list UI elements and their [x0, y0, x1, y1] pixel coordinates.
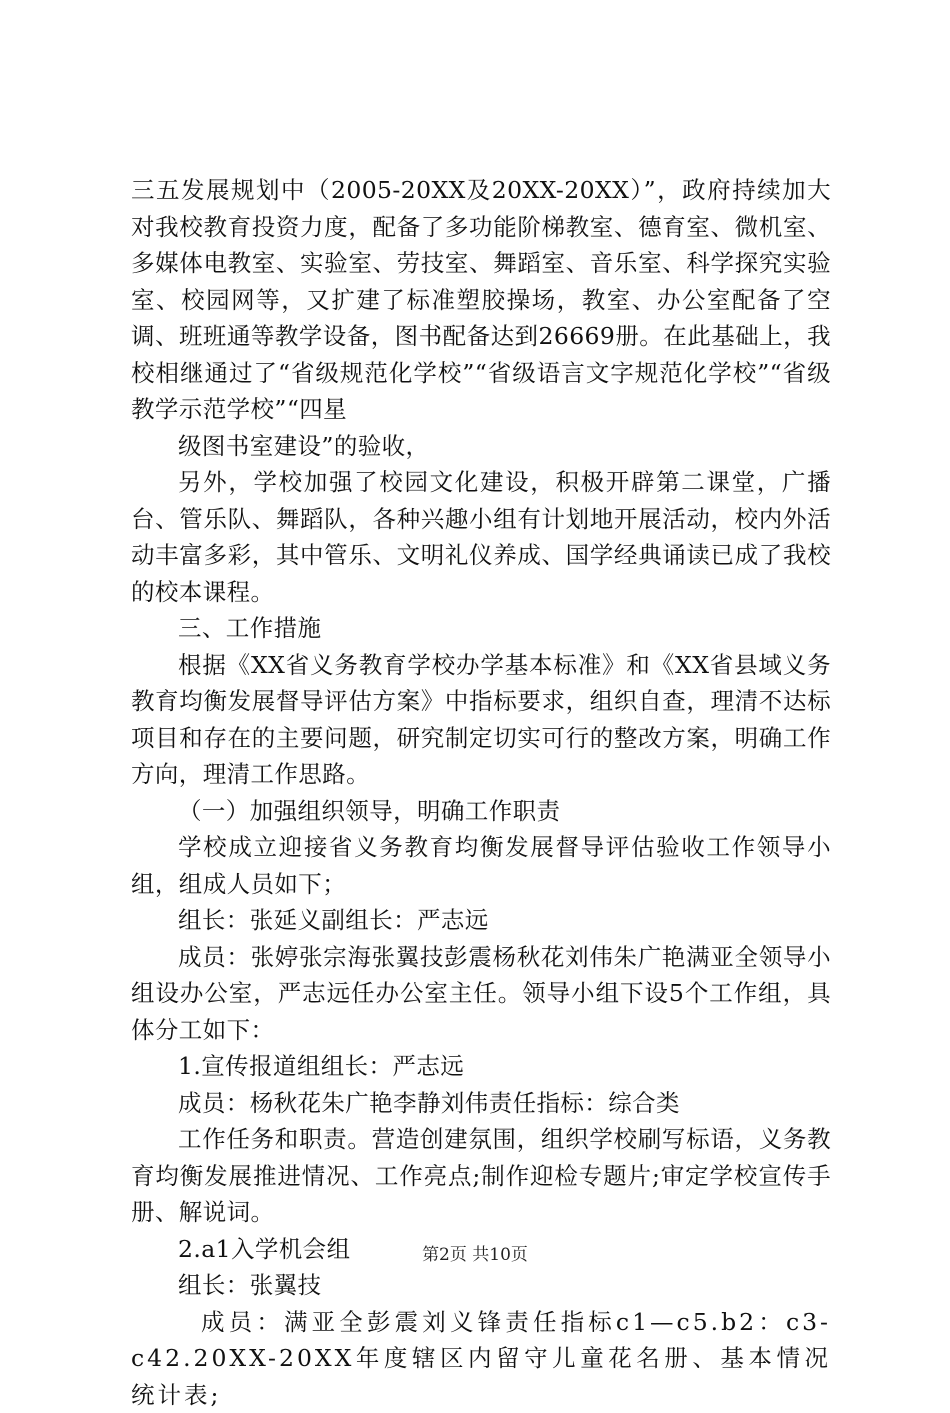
paragraph-enrollment-leader: 组长：张翼技: [131, 1267, 831, 1304]
subheading-organization: （一）加强组织领导，明确工作职责: [131, 793, 831, 830]
paragraph-publicity-members: 成员：杨秋花朱广艳李静刘伟责任指标：综合类: [131, 1085, 831, 1122]
paragraph-development-plan: 三五发展规划中（2005-20XX及20XX-20XX）”，政府持续加大对我校教育投资力度，配备了多功能阶梯教室、德育室、微机室、多媒体电教室、实验室、劳技室、舞蹈室、音乐室、科学探究实验室、校园网等，又扩建了标准塑胶操场，教室、办公室配备了空调、班班通等教学设备，图书配备达到26669册。在此基础上，我校相继通过了“省级规范化学校”“省级语言文字规范化学校”“省级教学示范学校”“四星: [131, 172, 831, 428]
paragraph-members: 成员：张婷张宗海张翼技彭震杨秋花刘伟朱广艳满亚全领导小组设办公室，严志远任办公室主任。领导小组下设5个工作组，具体分工如下：: [131, 939, 831, 1049]
paragraph-enrollment-group: 2.a1入学机会组: [131, 1231, 831, 1268]
page-footer: 第2页 共10页: [0, 1240, 950, 1265]
paragraph-library-acceptance: 级图书室建设”的验收，: [131, 428, 831, 465]
paragraph-publicity-group: 1.宣传报道组组长：严志远: [131, 1048, 831, 1085]
paragraph-group-leaders: 组长：张延义副组长：严志远: [131, 902, 831, 939]
paragraph-leadership-group: 学校成立迎接省义务教育均衡发展督导评估验收工作领导小组，组成人员如下；: [131, 829, 831, 902]
paragraph-standards: 根据《XX省义务教育学校办学基本标准》和《XX省县域义务教育均衡发展督导评估方案》中指标要求，组织自查，理清不达标项目和存在的主要问题，研究制定切实可行的整改方案，明确工作方向，理清工作思路。: [131, 647, 831, 793]
document-body: [131, 172, 831, 1413]
paragraph-enrollment-members: 成员：满亚全彭震刘义锋责任指标c1—c5.b2：c3-c42.20XX-20XX年度辖区内留守儿童花名册、基本情况统计表;: [131, 1304, 831, 1413]
paragraph-publicity-duties: 工作任务和职责。营造创建氛围，组织学校刷写标语，义务教育均衡发展推进情况、工作亮点;制作迎检专题片;审定学校宣传手册、解说词。: [131, 1121, 831, 1231]
section-heading-measures: 三、工作措施: [131, 610, 831, 647]
paragraph-campus-culture: 另外，学校加强了校园文化建设，积极开辟第二课堂，广播台、管乐队、舞蹈队，各种兴趣小组有计划地开展活动，校内外活动丰富多彩，其中管乐、文明礼仪养成、国学经典诵读已成了我校的校本课程。: [131, 464, 831, 610]
